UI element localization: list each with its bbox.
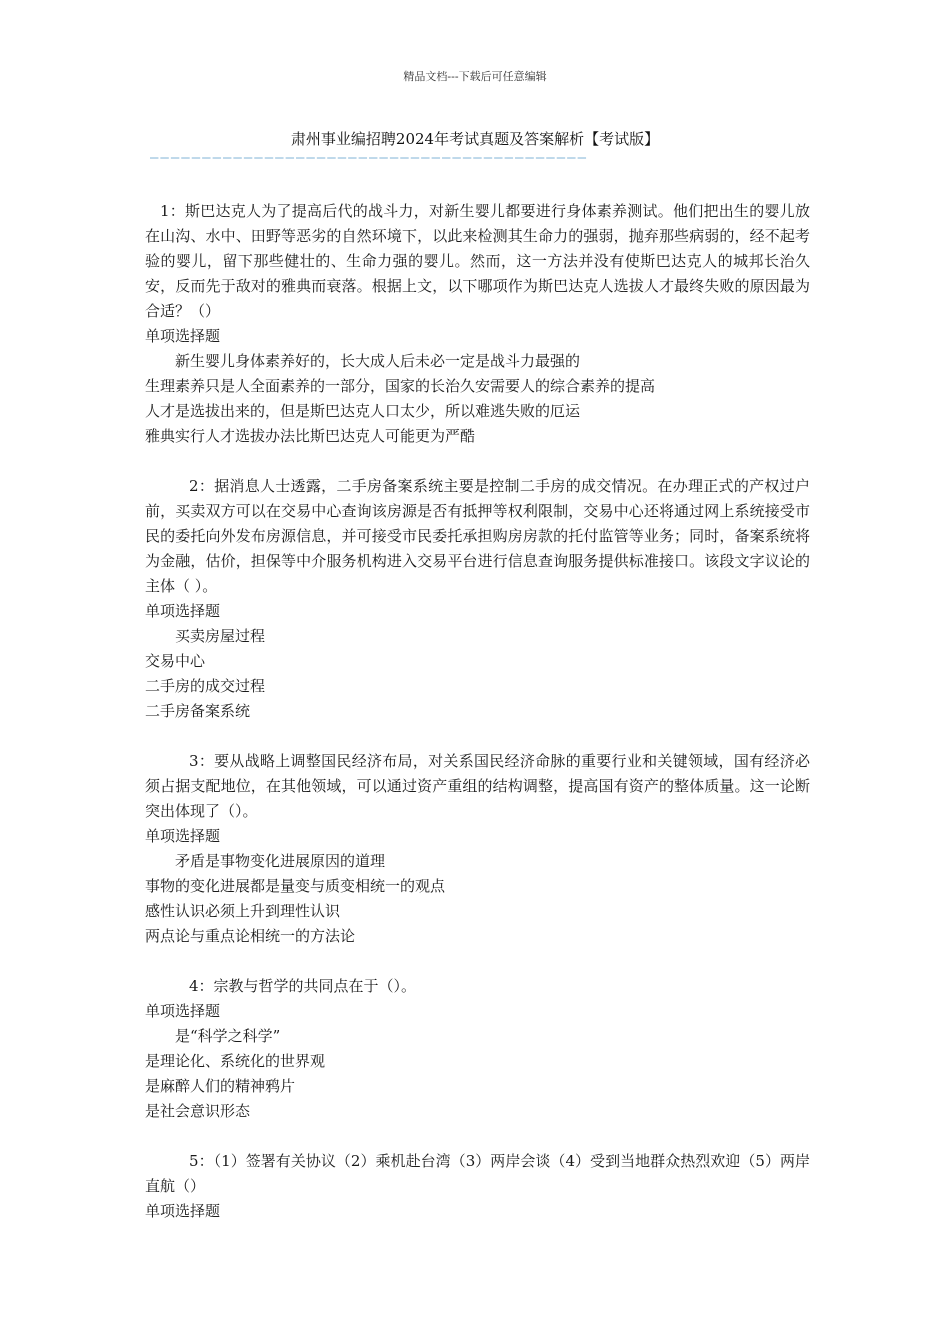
question-type: 单项选择题 <box>145 327 221 345</box>
question-4 <box>145 974 810 1124</box>
option-d: 两点论与重点论相统一的方法论 <box>145 927 356 945</box>
option-c: 是麻醉人们的精神鸦片 <box>145 1077 296 1095</box>
question-text: 2：据消息人士透露，二手房备案系统主要是控制二手房的成交情况。在办理正式的产权过户前，买卖双方可以在交易中心查询该房源是否有抵押等权利限制，交易中心还将通过网上系统接受市民的委托向外发布房源信息，并可接受市民委托承担购房房款的托付监管等业务；同时，备案系统将为金融，估价，担保等中介服务机构进入交易平台进行信息查询服务提供标准接口。该段文字议论的主体（ ）。 <box>145 477 810 595</box>
question-3 <box>145 749 810 949</box>
header-note: 精品文档---下载后可任意编辑 <box>403 70 547 83</box>
question-5 <box>145 1149 810 1224</box>
question-type: 单项选择题 <box>145 602 221 620</box>
option-b: 事物的变化进展都是量变与质变相统一的观点 <box>145 877 446 895</box>
option-c: 人才是选拔出来的，但是斯巴达克人口太少，所以难逃失败的厄运 <box>145 402 581 420</box>
question-text: 1：斯巴达克人为了提高后代的战斗力，对新生婴儿都要进行身体素养测试。他们把出生的婴儿放在山沟、水中、田野等恶劣的自然环境下，以此来检测其生命力的强弱，抛弃那些病弱的，经不起考验的婴儿，留下那些健壮的、生命力强的婴儿。然而，这一方法并没有使斯巴达克人的城邦长治久安，反而先于敌对的雅典而衰落。根据上文，以下哪项作为斯巴达克人选拔人才最终失败的原因最为合适？（） <box>145 202 810 320</box>
option-a: 新生婴儿身体素养好的，长大成人后未必一定是战斗力最强的 <box>175 352 581 370</box>
option-a: 买卖房屋过程 <box>175 627 266 645</box>
question-list <box>145 199 810 1249</box>
title-divider: —————————————————————————————————————————— <box>150 150 589 166</box>
option-c: 二手房的成交过程 <box>145 677 266 695</box>
option-d: 雅典实行人才选拔办法比斯巴达克人可能更为严酷 <box>145 427 476 445</box>
option-a: 是“科学之科学” <box>175 1027 281 1045</box>
option-d: 是社会意识形态 <box>145 1102 251 1120</box>
question-text: 3：要从战略上调整国民经济布局，对关系国民经济命脉的重要行业和关键领域，国有经济必须占据支配地位，在其他领域，可以通过资产重组的结构调整，提高国有资产的整体质量。这一论断突出体现了（）。 <box>145 752 810 820</box>
question-type: 单项选择题 <box>145 1002 221 1020</box>
question-2 <box>145 474 810 724</box>
option-a: 矛盾是事物变化进展原因的道理 <box>175 852 386 870</box>
option-b: 生理素养只是人全面素养的一部分，国家的长治久安需要人的综合素养的提高 <box>145 377 656 395</box>
question-type: 单项选择题 <box>145 827 221 845</box>
option-b: 交易中心 <box>145 652 206 670</box>
question-text: 5：（1）签署有关协议（2）乘机赴台湾（3）两岸会谈（4）受到当地群众热烈欢迎（5）两岸直航（） <box>145 1152 810 1195</box>
option-b: 是理论化、系统化的世界观 <box>145 1052 326 1070</box>
question-1 <box>145 199 810 449</box>
option-d: 二手房备案系统 <box>145 702 251 720</box>
question-type: 单项选择题 <box>145 1202 221 1220</box>
document-title: 肃州事业编招聘2024年考试真题及答案解析【考试版】 <box>290 130 660 148</box>
question-text: 4：宗教与哲学的共同点在于（）。 <box>189 977 417 995</box>
option-c: 感性认识必须上升到理性认识 <box>145 902 341 920</box>
